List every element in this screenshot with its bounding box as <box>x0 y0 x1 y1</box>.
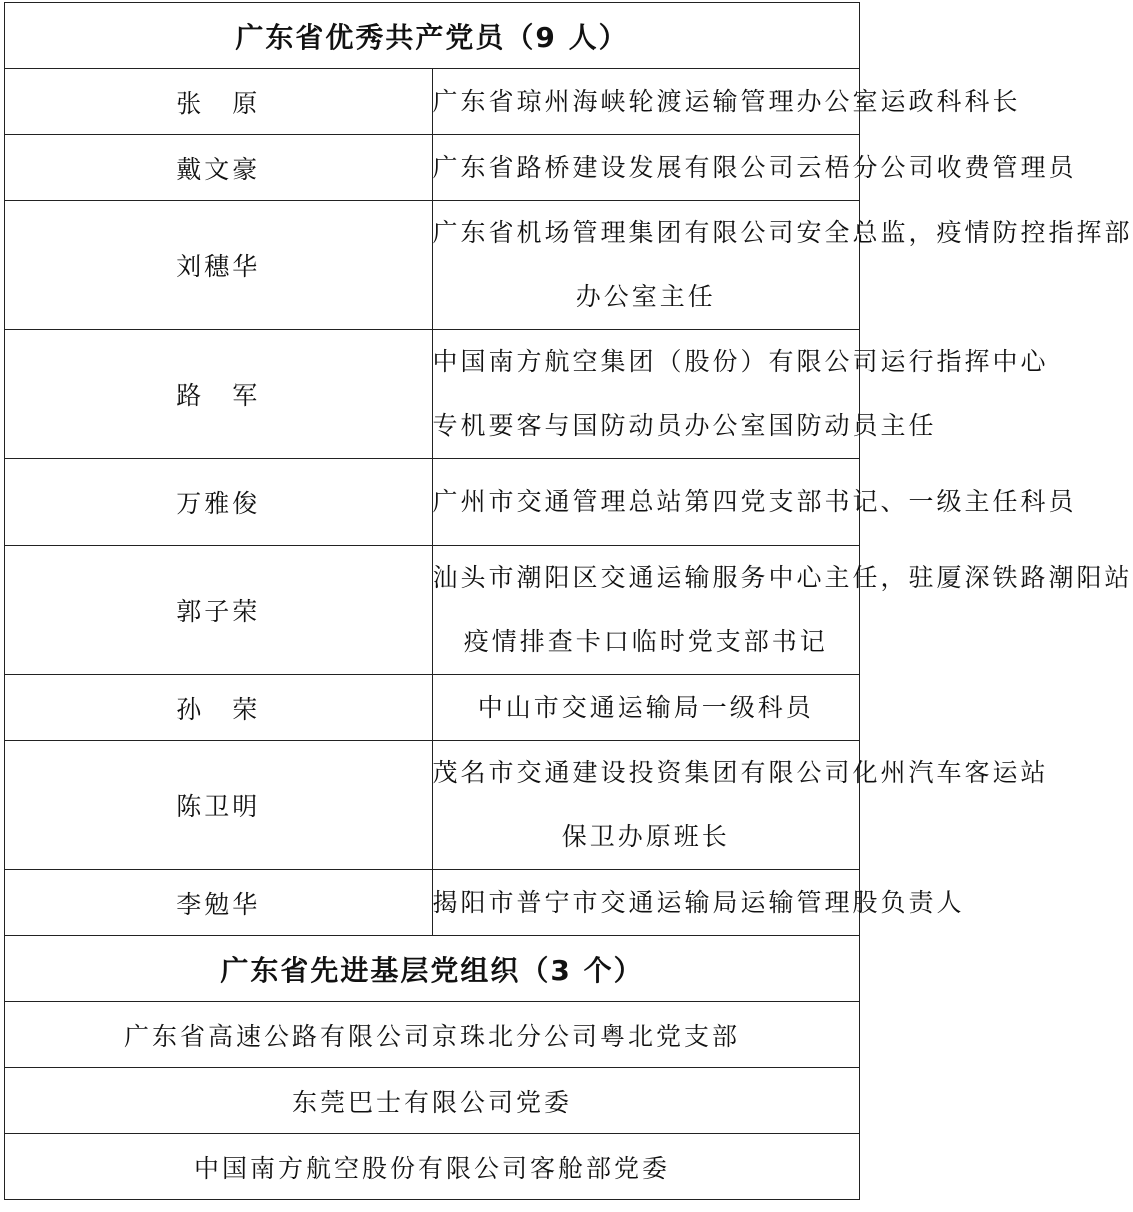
position-line: 保卫办原班长 <box>561 822 730 851</box>
member-row <box>5 675 860 741</box>
member-position <box>432 135 1077 201</box>
member-row <box>5 135 860 201</box>
member-row <box>5 870 860 936</box>
org-name: 东莞巴士有限公司党委 <box>5 1068 860 1134</box>
member-name: 孙 荣 <box>5 675 433 741</box>
section2-header-row <box>5 936 860 1002</box>
member-name: 陈卫明 <box>5 741 433 870</box>
section1-title: 广东省优秀共产党员（9 人） <box>5 3 860 69</box>
position-line: 中山市交通运输局一级科员 <box>477 692 814 722</box>
member-position <box>432 201 1133 330</box>
position-line: 茂名市交通建设投资集团有限公司化州汽车客运站 <box>432 758 1049 787</box>
position-line: 广东省机场管理集团有限公司安全总监，疫情防控指挥部 <box>432 218 1133 247</box>
member-name: 路 军 <box>5 330 433 459</box>
member-row <box>5 201 860 330</box>
org-row <box>5 1134 860 1200</box>
member-position <box>432 741 1049 870</box>
member-name: 李勉华 <box>5 870 433 936</box>
section2-title: 广东省先进基层党组织（3 个） <box>5 936 860 1002</box>
member-position <box>432 870 965 936</box>
honor-list-document <box>4 2 1133 1200</box>
position-line: 揭阳市普宁市交通运输局运输管理股负责人 <box>432 887 965 917</box>
member-row <box>5 741 860 870</box>
member-name: 郭子荣 <box>5 546 433 675</box>
position-line: 广东省路桥建设发展有限公司云梧分公司收费管理员 <box>432 152 1077 182</box>
member-row <box>5 69 860 135</box>
position-line: 办公室主任 <box>575 282 716 311</box>
position-line: 广东省琼州海峡轮渡运输管理办公室运政科科长 <box>432 86 1021 116</box>
member-position <box>432 330 1049 459</box>
member-name: 万雅俊 <box>5 459 433 546</box>
member-position <box>432 546 1133 675</box>
honor-table <box>4 2 1133 1200</box>
member-row <box>5 330 860 459</box>
member-position <box>432 459 1077 546</box>
member-position <box>432 69 1021 135</box>
member-name: 张 原 <box>5 69 433 135</box>
position-line: 疫情排查卡口临时党支部书记 <box>463 627 828 656</box>
member-row <box>5 546 860 675</box>
position-line: 广州市交通管理总站第四党支部书记、一级主任科员 <box>432 487 1077 516</box>
position-line: 汕头市潮阳区交通运输服务中心主任，驻厦深铁路潮阳站 <box>432 563 1133 592</box>
position-line: 专机要客与国防动员办公室国防动员主任 <box>432 411 937 440</box>
org-row <box>5 1068 860 1134</box>
member-name: 戴文豪 <box>5 135 433 201</box>
org-name: 中国南方航空股份有限公司客舱部党委 <box>5 1134 860 1200</box>
position-line: 中国南方航空集团（股份）有限公司运行指挥中心 <box>432 347 1049 376</box>
member-position <box>432 675 860 741</box>
org-name: 广东省高速公路有限公司京珠北分公司粤北党支部 <box>5 1002 860 1068</box>
member-row <box>5 459 860 546</box>
member-name: 刘穗华 <box>5 201 433 330</box>
section1-header-row <box>5 3 860 69</box>
org-row <box>5 1002 860 1068</box>
